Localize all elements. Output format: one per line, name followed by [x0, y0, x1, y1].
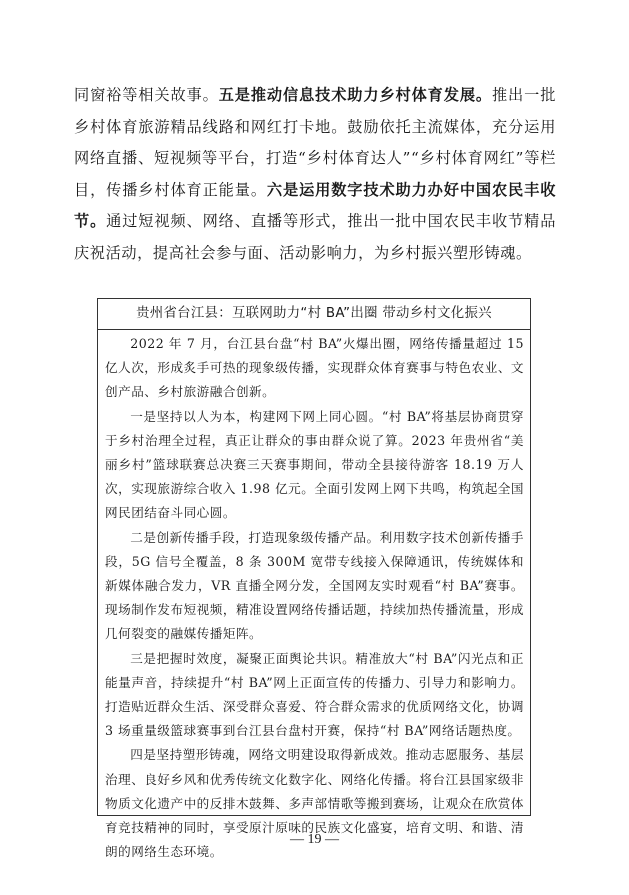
case-title: 贵州省台江县：互联网助力“村 BA”出圈 带动乡村文化振兴: [98, 299, 530, 330]
body-paragraph: [74, 80, 556, 270]
case-paragraph: 一是坚持以人为本，构建网下网上同心圆。“村 BA”将基层协商贯穿于乡村治理全过程，真正让群众的事由群众说了算。2023 年贵州省“美丽乡村”篮球联赛总决赛三天赛事期间，带动全县接待游客 18.19 万人次，实现旅游综合收入 1.98 亿元。全面引发网上网下共鸣，构筑起全国网民团结奋斗同心圆。: [105, 408, 524, 521]
case-paragraph: 二是创新传播手段，打造现象级传播产品。利用数字技术创新传播手段，5G 信号全覆盖，8 条 300M 宽带专线接入保障通讯，传统媒体和新媒体融合发力，VR 直播全网分发，全国网友实时观看“村 BA”赛事。现场制作发布短视频，精准设置网络传播话题，持续加热传播流量，形成几何裂变的融媒传播矩阵。: [105, 529, 524, 642]
body-text-segment: 推出一批乡村体育旅游精品线路和网红打卡地。鼓励依托主流媒体，充分运用网络直播、短视频等平台，打造“乡村体育达人”“乡村体育网红”等栏目，传播乡村体育正能量。: [74, 86, 556, 199]
case-body: [98, 330, 530, 864]
body-heading-5: 五是推动信息技术助力乡村体育发展。: [218, 86, 492, 104]
page-number: — 19 —: [290, 832, 339, 847]
case-box: [97, 298, 531, 860]
case-paragraph: 三是把握时效度，凝聚正面舆论共识。精准放大“村 BA”闪光点和正能量声音，持续提升“村 BA”网上正面宣传的传播力、引导力和影响力。打造贴近群众生活、深受群众喜爱、符合群众需求的优质网络文化，协调 3 场重量级篮球赛事到台江县台盘村开赛，保持“村 BA”网络话题热度。: [105, 650, 524, 739]
case-paragraph: 四是坚持塑形铸魂，网络文明建设取得新成效。推动志愿服务、基层治理、良好乡风和优秀传统文化数字化、网络化传播。将台江县国家级非物质文化遗产中的反排木鼓舞、多声部情歌等搬到赛场，让观众在欣赏体育竞技精神的同时，享受原汁原味的民族文化盛宴，培育文明、和谐、清朗的网络生态环境。: [105, 747, 524, 860]
body-text-segment: 同窗裕等相关故事。: [74, 86, 219, 104]
case-paragraph: 2022 年 7 月，台江县台盘“村 BA”火爆出圈，网络传播量超过 15 亿人次，形成炙手可热的现象级传播，实现群众体育赛事与特色农业、文创产品、乡村旅游融合创新。: [105, 336, 524, 400]
body-text-segment: 通过短视频、网络、直播等形式，推出一批中国农民丰收节精品庆祝活动，提高社会参与面、活动影响力，为乡村振兴塑形铸魂。: [74, 212, 556, 262]
body-heading-6: 六是运用数字技术助力办好中国农民丰收节。: [74, 180, 556, 231]
